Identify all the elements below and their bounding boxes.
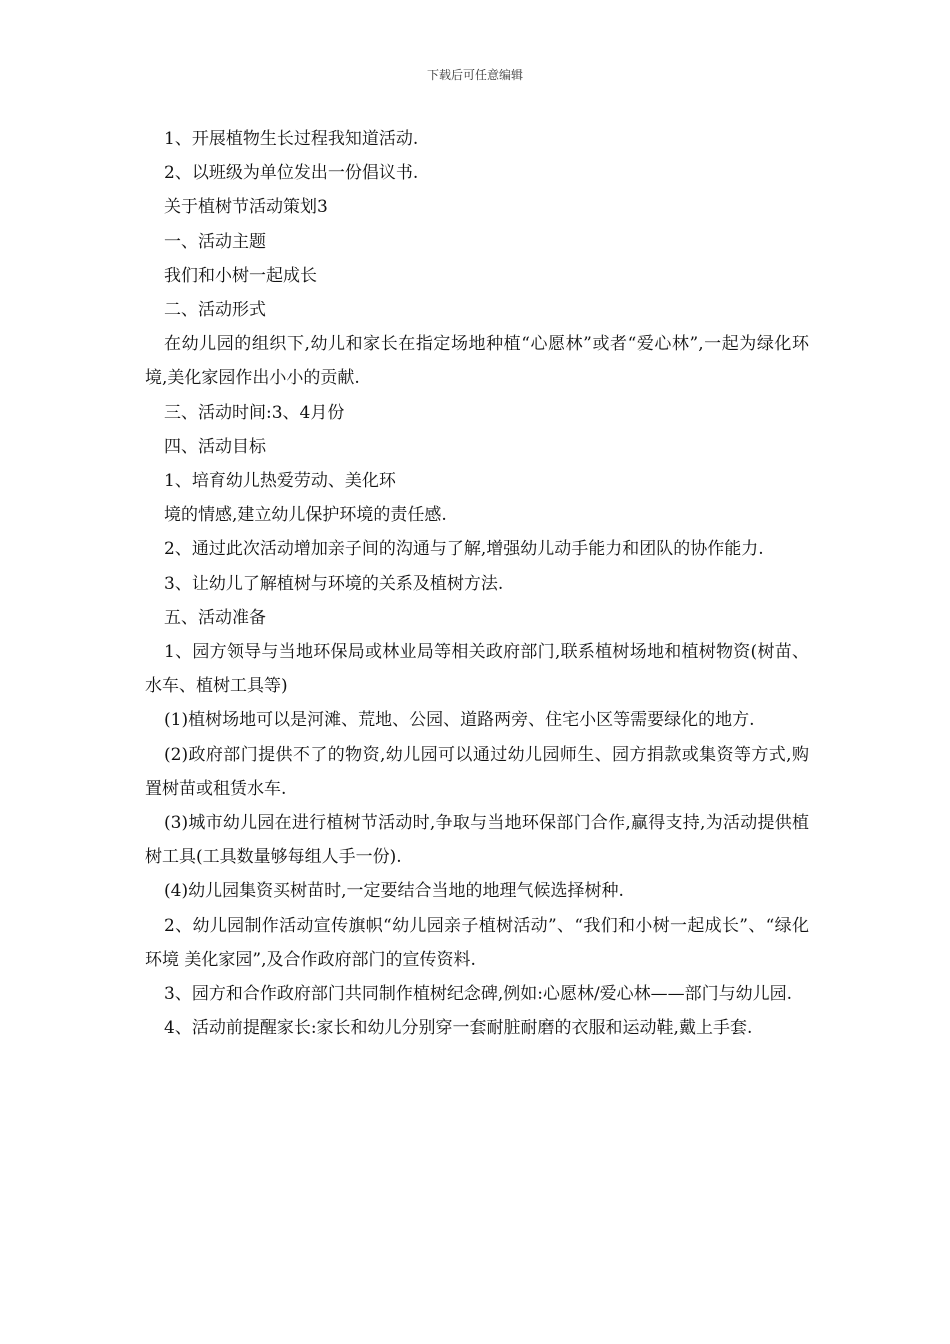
- preparation-1-sub-3: (3)城市幼儿园在进行植树节活动时,争取与当地环保部门合作,赢得支持,为活动提供植树工具(工具数量够每组人手一份).: [145, 813, 809, 868]
- page-header: 下载后可任意编辑: [426, 68, 523, 82]
- preparation-1-sub-1: (1)植树场地可以是河滩、荒地、公园、道路两旁、住宅小区等需要绿化的地方.: [164, 710, 755, 731]
- goal-2: 2、通过此次活动增加亲子间的沟通与了解,增强幼儿动手能力和团队的协作能力.: [164, 539, 764, 560]
- heading-goals: 四、活动目标: [164, 436, 266, 457]
- goal-1: 1、培育幼儿热爱劳动、美化环: [164, 471, 396, 492]
- heading-preparation: 五、活动准备: [164, 607, 266, 628]
- heading-form: 二、活动形式: [164, 300, 266, 321]
- preparation-1-sub-2: (2)政府部门提供不了的物资,幼儿园可以通过幼儿园师生、园方捐款或集资等方式,购置树苗或租赁水车.: [145, 744, 809, 799]
- preparation-1: 1、园方领导与当地环保局或林业局等相关政府部门,联系植树场地和植树物资(树苗、水车、植树工具等): [145, 642, 809, 697]
- heading-theme: 一、活动主题: [164, 231, 266, 252]
- paragraph-1: 1、开展植物生长过程我知道活动.: [164, 129, 419, 149]
- preparation-1-sub-4: (4)幼儿园集资买树苗时,一定要结合当地的地理气候选择树种.: [164, 881, 624, 902]
- preparation-3: 3、园方和合作政府部门共同制作植树纪念碑,例如:心愿林/爱心林——部门与幼儿园.: [164, 984, 793, 1005]
- goal-3: 3、让幼儿了解植树与环境的关系及植树方法.: [164, 573, 504, 594]
- document-body: [145, 122, 809, 1045]
- paragraph-2: 2、以班级为单位发出一份倡议书.: [164, 163, 419, 184]
- section-title: 关于植树节活动策划3: [164, 197, 328, 218]
- paragraph-theme: 我们和小树一起成长: [164, 265, 317, 286]
- goal-1-continued: 境的情感,建立幼儿保护环境的责任感.: [164, 505, 447, 526]
- preparation-4: 4、活动前提醒家长:家长和幼儿分别穿一套耐脏耐磨的衣服和运动鞋,戴上手套.: [164, 1018, 753, 1039]
- paragraph-form: 在幼儿园的组织下,幼儿和家长在指定场地种植“心愿林”或者“爱心林”,一起为绿化环境,美化家园作出小小的贡献.: [145, 334, 809, 389]
- preparation-2: 2、幼儿园制作活动宣传旗帜“幼儿园亲子植树活动”、“我们和小树一起成长”、“绿化环境 美化家园”,及合作政府部门的宣传资料.: [145, 915, 809, 970]
- heading-time: 三、活动时间:3、4月份: [164, 402, 345, 423]
